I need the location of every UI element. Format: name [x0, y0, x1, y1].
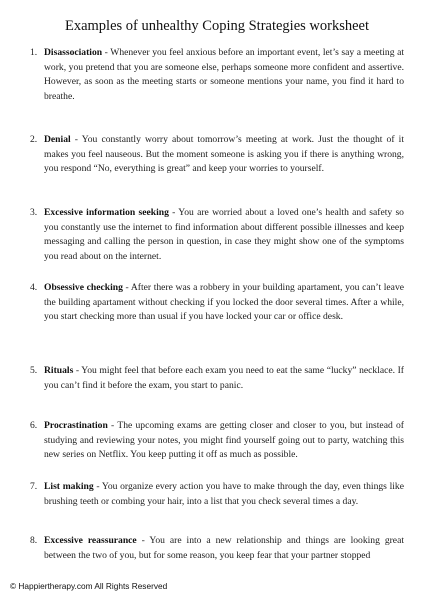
item-term: Obsessive checking [44, 282, 123, 293]
item-number: 5. [30, 365, 38, 376]
item-term: Excessive information seeking [44, 207, 169, 218]
item-body [44, 534, 404, 563]
list-item-disassociation [30, 46, 404, 104]
list-item-obsessive-checking [30, 281, 404, 325]
item-body [44, 133, 404, 177]
item-description: - Whenever you feel anxious before an important event, let’s say a meeting at work, you pretend that you are someone else, perhaps someone more confident and assertive. However, as soon as the meeting starts or someone mentions your name, you find it hard to breathe. [44, 47, 404, 102]
item-number: 4. [30, 282, 38, 293]
item-term: Procrastination [44, 420, 108, 431]
item-body [44, 364, 404, 393]
item-number: 8. [30, 535, 38, 546]
item-number: 6. [30, 420, 38, 431]
list-item-excessive-reassurance [30, 534, 404, 563]
list-item-rituals [30, 364, 404, 393]
item-description: - You organize every action you have to make through the day, even things like brushing teeth or combing your hair, into a list that you check several times a day. [44, 481, 404, 507]
list-item-list-making [30, 480, 404, 509]
item-term: Rituals [44, 365, 74, 376]
item-number: 1. [30, 47, 38, 58]
item-term: Disassociation [44, 47, 103, 58]
list-item-procrastination [30, 419, 404, 463]
item-description: - You constantly worry about tomorrow’s meeting at work. Just the thought of it makes you feel nauseous. But the moment someone is asking you if there is anything wrong, you respond “No, everything is great” and keep your worries to yourself. [44, 134, 404, 175]
copyright-footer: © Happiertherapy.com All Rights Reserved [10, 581, 168, 591]
item-number: 7. [30, 481, 38, 492]
item-body [44, 419, 404, 463]
list-item-excessive-information-seeking [30, 206, 404, 264]
page-title: Examples of unhealthy Coping Strategies worksheet [64, 18, 370, 34]
item-number: 3. [30, 207, 38, 218]
item-body [44, 46, 404, 104]
item-description: - You might feel that before each exam you need to eat the same “lucky” necklace. If you can’t find it before the exam, you start to panic. [44, 365, 404, 391]
item-description: - The upcoming exams are getting closer and closer to you, but instead of studying and reviewing your notes, you might find yourself going out to party, watching this new series on Netflix. You keep putting it off as much as possible. [44, 420, 404, 461]
item-description: - After there was a robbery in your building apartament, you can’t leave the building apartament without checking if you locked the door several times. After a while, you start checking more than usual if you have locked your car or office desk. [44, 282, 404, 323]
item-number: 2. [30, 134, 38, 145]
item-body [44, 206, 404, 264]
item-description: - You are into a new relationship and things are looking great between the two of you, but for some reason, you keep fear that your partner stopped [44, 535, 404, 561]
item-term: Excessive reassurance [44, 535, 137, 546]
item-body [44, 480, 404, 509]
item-term: List making [44, 481, 94, 492]
item-term: Denial [44, 134, 71, 145]
list-item-denial [30, 133, 404, 177]
item-body [44, 281, 404, 325]
item-description: - You are worried about a loved one’s health and safety so you constantly use the internet to find information about different possible illnesses and keep messaging and calling the person in question, in case they might show one of the symptoms you read about on the internet. [44, 207, 404, 262]
